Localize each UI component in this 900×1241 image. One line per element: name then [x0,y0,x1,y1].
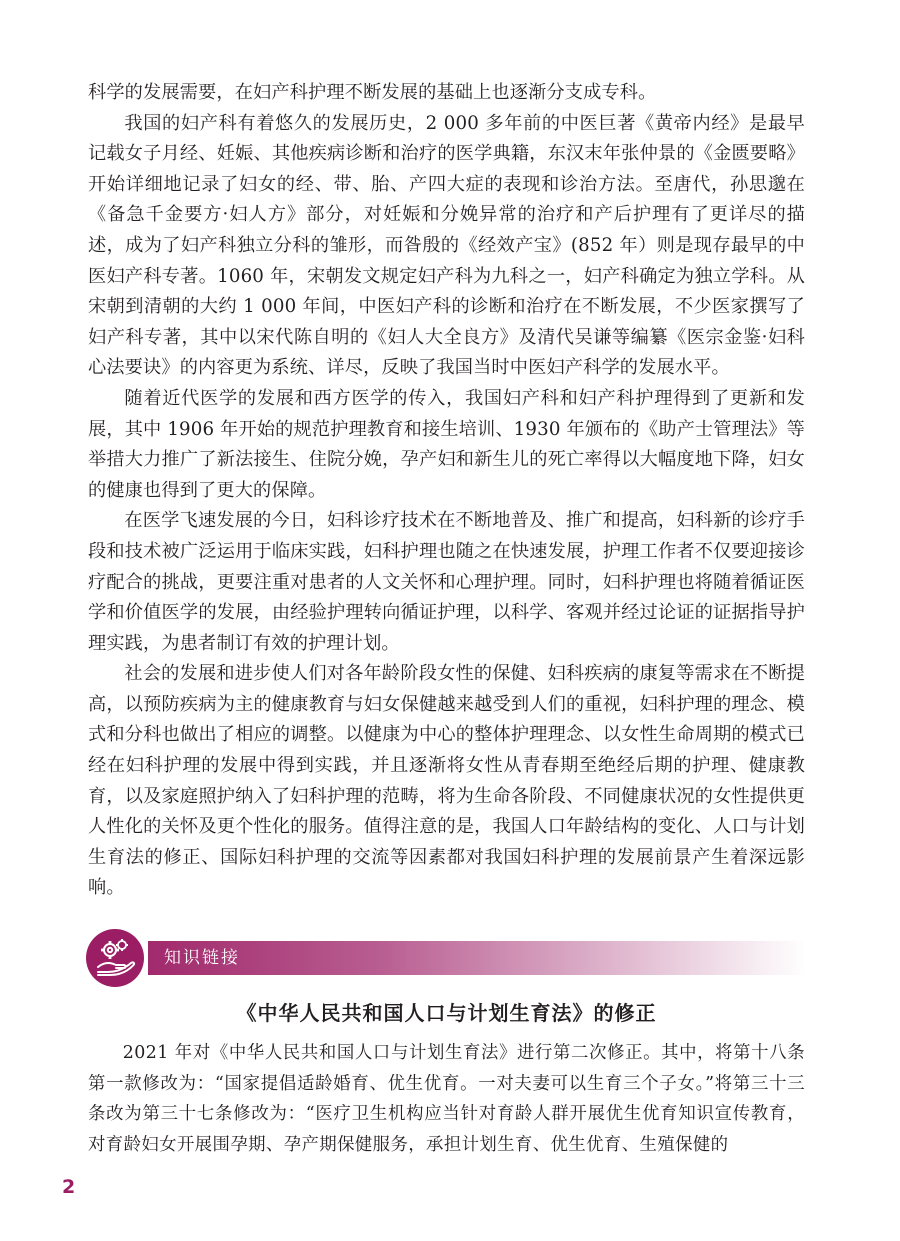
body-text [88,78,805,904]
knowledge-link-band [148,941,806,975]
paragraph-1: 科学的发展需要，在妇产科护理不断发展的基础上也逐渐分支成专科。 [88,82,657,103]
knowledge-link-text: 2021 年对《中华人民共和国人口与计划生育法》进行第二次修正。其中，将第十八条第一款修改为：“国家提倡适龄婚育、优生优育。一对夫妻可以生育三个子女。”将第三十三条改为第三十七条修改为：“医疗卫生机构应当针对育龄人群开展优生优育知识宣传教育，对育龄妇女开展围孕期、孕产期保健服务，承担计划生育、优生优育、生殖保健的 [88,1043,805,1155]
paragraph-5: 社会的发展和进步使人们对各年龄阶段女性的保健、妇科疾病的康复等需求在不断提高，以预防疾病为主的健康教育与妇女保健越来越受到人们的重视，妇科护理的理念、模式和分科也做出了相应的调整。以健康为中心的整体护理理念、以女性生命周期的模式已经在妇科护理的发展中得到实践，并且逐渐将女性从青春期至绝经后期的护理、健康教育，以及家庭照护纳入了妇科护理的范畴，将为生命各阶段、不同健康状况的女性提供更人性化的关怀及更个性化的服务。值得注意的是，我国人口年龄结构的变化、人口与计划生育法的修正、国际妇科护理的交流等因素都对我国妇科护理的发展前景产生着深远影响。 [88,663,805,899]
knowledge-link-label: 知识链接 [164,948,240,968]
paragraph-4: 在医学飞速发展的今日，妇科诊疗技术在不断地普及、推广和提高，妇科新的诊疗手段和技术被广泛运用于临床实践，妇科护理也随之在快速发展，护理工作者不仅要迎接诊疗配合的挑战，更要注重对患者的人文关怀和心理护理。同时，妇科护理也将随着循证医学和价值医学的发展，由经验护理转向循证护理，以科学、客观并经过论证的证据指导护理实践，为患者制订有效的护理计划。 [88,510,805,654]
paragraph-2: 我国的妇产科有着悠久的发展历史，2 000 多年前的中医巨著《黄帝内经》是最早记载女子月经、妊娠、其他疾病诊断和治疗的医学典籍，东汉末年张仲景的《金匮要略》开始详细地记录了妇女的经、带、胎、产四大症的表现和诊治方法。至唐代，孙思邈在《备急千金要方·妇人方》部分，对妊娠和分娩异常的治疗和产后护理有了更详尽的描述，成为了妇产科独立分科的雏形，而昝殷的《经效产宝》(852 年）则是现存最早的中医妇产科专著。1060 年，宋朝发文规定妇产科为九科之一，妇产科确定为独立学科。从宋朝到清朝的大约 1 000 年间，中医妇产科的诊断和治疗在不断发展，不少医家撰写了妇产科专著，其中以宋代陈自明的《妇人大全良方》及清代吴谦等编纂《医宗金鉴·妇科心法要诀》的内容更为系统、详尽，反映了我国当时中医妇产科学的发展水平。 [88,112,805,379]
knowledge-link-title: 《中华人民共和国人口与计划生育法》的修正 [236,1001,657,1025]
gears-hand-icon [86,929,144,987]
knowledge-link-body [88,1038,805,1160]
knowledge-link-header [86,929,806,987]
page-number: 2 [62,1176,76,1198]
paragraph-3: 随着近代医学的发展和西方医学的传入，我国妇产科和妇产科护理得到了更新和发展，其中 1906 年开始的规范护理教育和接生培训、1930 年颁布的《助产士管理法》等举措大力推广了新法接生、住院分娩，孕产妇和新生儿的死亡率得以大幅度地下降，妇女的健康也得到了更大的保障。 [88,387,805,501]
